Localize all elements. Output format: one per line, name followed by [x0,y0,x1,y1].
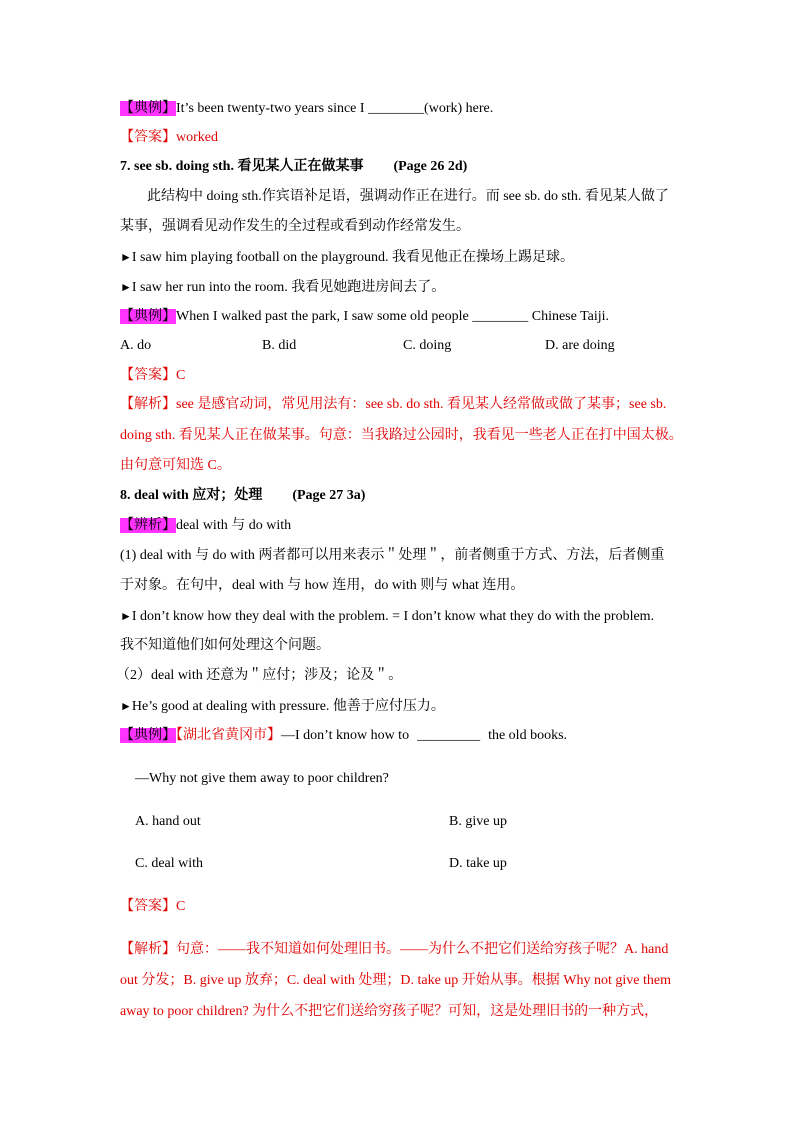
section-7-answer: 【答案】C [120,368,186,383]
section-8-answer: 【答案】C [120,899,186,914]
example-tag: 【典例】 [120,309,176,324]
section-7-analysis-line-1: 【解析】see 是感官动词，常见用法有：see sb. do sth. 看见某人经常做或做了某事；see sb. [120,397,667,412]
example-tag: 【典例】 [120,728,176,743]
section-8-heading: 8. deal with 应对；处理 (Page 27 3a) [120,488,366,503]
section-8-option-c: C. deal with [135,856,204,871]
example-tag: 【典例】 [120,101,176,116]
example-1-answer: 【答案】worked [120,130,218,145]
section-7-exercise-question: 【典例】When I walked past the park, I saw some old people ________ Chinese Taiji. [120,309,610,324]
section-7-option-b: B. did [262,338,297,353]
section-8-option-d: D. take up [449,856,507,871]
section-8-example-1-translation: 我不知道他们如何处理这个问题。 [120,638,330,653]
section-8-analysis-line-3: away to poor children? 为什么不把它们送给穷孩子呢？可知，这是处理旧书的一种方式， [120,1004,659,1019]
section-8-exercise-question-line-2: —Why not give them away to poor children? [135,771,389,786]
bullet-arrow-icon: ► [120,280,132,294]
section-8-option-b: B. give up [449,814,507,829]
section-8-example-2: ►He’s good at dealing with pressure. 他善于应付压力。 [120,699,445,714]
section-7-heading: 7. see sb. doing sth. 看见某人正在做某事 (Page 26 2d) [120,159,468,174]
section-8-example-1: ►I don’t know how they deal with the problem. = I don’t know what they do with the problem. [120,609,655,624]
section-7-option-a: A. do [120,338,152,353]
exercise-source: 【湖北省黄冈市】 [176,728,281,743]
section-7-option-c: C. doing [403,338,452,353]
section-7-paragraph-line-1: 此结构中 doing sth.作宾语补足语，强调动作正在进行。而 see sb. do sth. 看见某人做了 [147,189,669,204]
bullet-arrow-icon: ► [120,250,132,264]
section-7-analysis-line-3: 由句意可知选 C。 [120,458,231,473]
section-8-option-a: A. hand out [135,814,201,829]
answer-blank: _________ [417,728,481,743]
section-8-point-1-line-2: 于对象。在句中，deal with 与 how 连用，do with 则与 what 连用。 [120,578,525,593]
section-8-point-1-line-1: (1) deal with 与 do with 两者都可以用来表示＂处理＂，前者侧重于方式、方法，后者侧重 [120,548,665,563]
example-1-question: 【典例】It’s been twenty-two years since I ________(work) here. [120,101,494,116]
comparison-tag: 【辨析】 [120,518,176,533]
section-8-analysis-line-1: 【解析】句意：——我不知道如何处理旧书。——为什么不把它们送给穷孩子呢？A. hand [120,942,669,957]
section-7-example-2: ►I saw her run into the room. 我看见她跑进房间去了。 [120,280,446,295]
section-8-analysis-line-2: out 分发；B. give up 放弃；C. deal with 处理；D. take up 开始从事。根据 Why not give them [120,973,672,988]
section-7-paragraph-line-2: 某事，强调看见动作发生的全过程或看到动作经常发生。 [120,219,470,234]
section-8-point-2: （2）deal with 还意为＂应付；涉及；论及＂。 [116,668,403,683]
section-8-exercise-question-line-1: 【典例】【湖北省黄冈市】—I don’t know how to _________ the old books. [120,728,568,743]
section-7-example-1: ►I saw him playing football on the playground. 我看见他正在操场上踢足球。 [120,250,575,265]
section-7-option-d: D. are doing [545,338,615,353]
section-8-comparison: 【辨析】deal with 与 do with [120,518,292,533]
bullet-arrow-icon: ► [120,609,132,623]
section-7-analysis-line-2: doing sth. 看见某人正在做某事。句意：当我路过公园时，我看见一些老人正在打中国太极。 [120,428,683,443]
bullet-arrow-icon: ► [120,699,132,713]
